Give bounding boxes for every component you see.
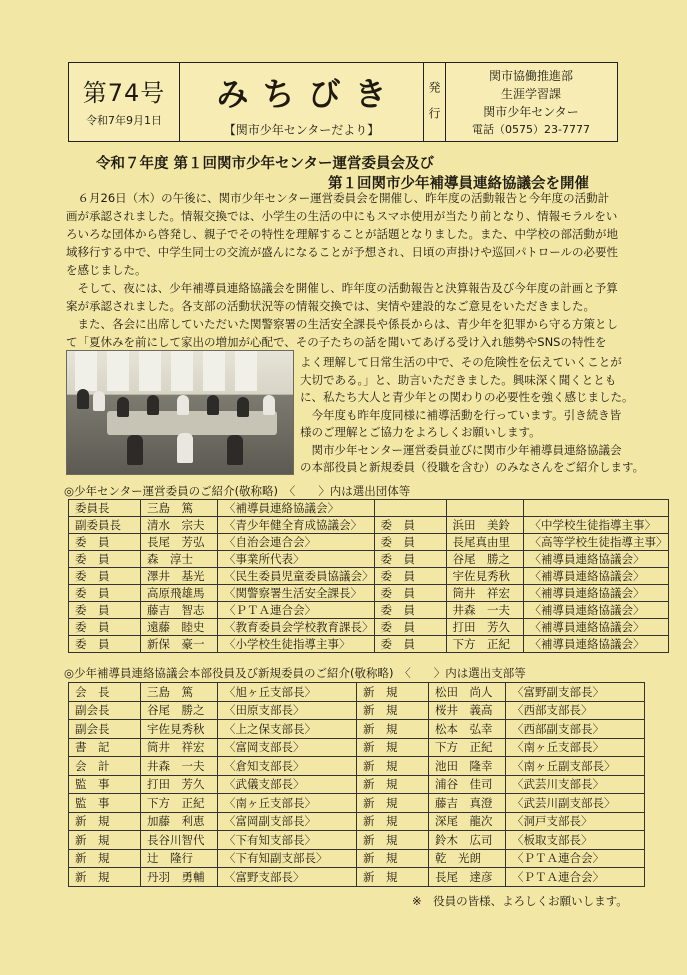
- body-line: 様のご理解とご協力をよろしくお願いします。: [300, 425, 541, 439]
- name-cell: 澤井 基光: [141, 568, 218, 585]
- role-cell: 委 員: [374, 602, 446, 619]
- org-cell: 〈上之保支部長〉: [218, 720, 357, 739]
- org-cell: 〈教育委員会学校教育課長〉: [218, 619, 375, 636]
- org-cell: 〈青少年健全育成協議会〉: [218, 517, 375, 534]
- org-cell: 〈補導員連絡協議会〉: [523, 636, 668, 653]
- role-cell: 委 員: [374, 619, 446, 636]
- role-cell: 新 規: [69, 812, 141, 831]
- name-cell: 筒井 祥宏: [141, 738, 218, 757]
- name-cell: 清水 宗夫: [141, 517, 218, 534]
- org-cell: 〈富岡副支部長〉: [218, 812, 357, 831]
- org-cell: 〈高等学校生徒指導主事〉: [523, 534, 668, 551]
- role-cell: 副委員長: [69, 517, 141, 534]
- headline-line-2: 第１回関市少年補導員連絡協議会を開催: [328, 176, 589, 192]
- hodoin-table: [68, 682, 645, 887]
- name-cell: 井森 一夫: [141, 757, 218, 776]
- role-cell: 新 規: [69, 868, 141, 887]
- role-cell: 書 記: [69, 738, 141, 757]
- name-cell: 松本 弘幸: [429, 720, 506, 739]
- org-cell: 〈下有知支部長〉: [218, 831, 357, 850]
- body-line: 今年度も昨年度同様に補導活動を行っています。引き続き皆: [300, 407, 622, 422]
- org-cell: 〈ＰＴＡ連合会〉: [506, 868, 645, 887]
- role-cell: 監 事: [69, 794, 141, 813]
- org-cell: 〈小学校生徒指導主事〉: [218, 636, 375, 653]
- table-row: [69, 757, 645, 776]
- role-cell: 副会長: [69, 701, 141, 720]
- role-cell: 新 規: [357, 738, 429, 757]
- org-cell: 〈自治会連合会〉: [218, 534, 375, 551]
- name-cell: 藤吉 真澄: [429, 794, 506, 813]
- org-cell: 〈中学校生徒指導主事〉: [523, 517, 668, 534]
- name-cell: 井森 一夫: [446, 602, 523, 619]
- name-cell: 下方 正紀: [429, 738, 506, 757]
- publisher-line: 関市協働推進部: [488, 69, 573, 83]
- name-cell: 浦谷 佳司: [429, 775, 506, 794]
- role-cell: 監 事: [69, 775, 141, 794]
- title-box: [180, 63, 424, 141]
- org-cell: 〈関警察署生活安全課長〉: [218, 585, 375, 602]
- headline-line-1: 令和７年度 第１回関市少年センター運営委員会及び: [96, 156, 434, 172]
- role-cell: 委 員: [69, 602, 141, 619]
- body-line: また、各会に出席していただいた関警察署の生活安全課長や係長からは、青少年を犯罪から守る方策とし: [66, 317, 618, 331]
- org-cell: 〈事業所代表〉: [218, 551, 375, 568]
- name-cell: 深尾 龍次: [429, 812, 506, 831]
- org-cell: 〈富野支部長〉: [218, 868, 357, 887]
- role-cell: 委 員: [69, 534, 141, 551]
- role-cell: 委 員: [69, 568, 141, 585]
- table-row: [69, 500, 669, 517]
- role-cell: 新 規: [69, 849, 141, 868]
- publisher-info: [447, 67, 615, 139]
- name-cell: 長尾真由里: [446, 534, 523, 551]
- role-cell: 新 規: [357, 720, 429, 739]
- body-line: そして、夜には、少年補導員連絡協議会を開催し、昨年度の活動報告と決算報告及び今年度の計画と予算: [66, 281, 618, 295]
- role-cell: 委員長: [69, 500, 141, 517]
- body-line: 域移行する中で、中学生同士の交流が盛んになることが予想され、日頃の声掛けや巡回パトロールの必要性: [66, 245, 618, 259]
- name-cell: 打田 芳久: [446, 619, 523, 636]
- name-cell: 長谷川智代: [141, 831, 218, 850]
- table-row: [69, 701, 645, 720]
- table-row: [69, 738, 645, 757]
- org-cell: 〈補導員連絡協議会〉: [523, 585, 668, 602]
- body-line: よく理解して日常生活の中で、その危険性を伝えていくことが: [300, 355, 622, 369]
- hodoin-heading: ◎少年補導員連絡協議会本部役員及び新規委員のご紹介(敬称略) 〈 〉内は選出支部等: [64, 666, 526, 680]
- role-cell: 新 規: [357, 849, 429, 868]
- table-row: [69, 683, 645, 702]
- org-cell: 〈西部支部長〉: [506, 701, 645, 720]
- role-cell: 委 員: [374, 534, 446, 551]
- role-cell: 委 員: [69, 551, 141, 568]
- table-row: [69, 831, 645, 850]
- table-row: [69, 720, 645, 739]
- meeting-photo: [66, 350, 294, 475]
- issue-date: 令和7年9月1日: [86, 114, 162, 127]
- table-row: [69, 602, 669, 619]
- body-line: 画が承認されました。情報交換では、小学生の生活の中にもスマホ使用が当たり前となり、情報モラルをい: [66, 209, 618, 223]
- role-cell: 新 規: [357, 683, 429, 702]
- body-line: て「夏休みを前にして家出の増加が心配で、その子たちの話を聞いてあげる受け入れ態勢やSNSの特性を: [66, 335, 607, 349]
- name-cell: 長尾 芳弘: [141, 534, 218, 551]
- body-line: の本部役員と新規委員（役職を含む）のみなさんをご紹介します。: [300, 460, 645, 474]
- name-cell: [446, 500, 523, 517]
- table-row: [69, 868, 645, 887]
- org-cell: 〈南ヶ丘副支部長〉: [506, 757, 645, 776]
- org-cell: 〈補導員連絡協議会〉: [523, 551, 668, 568]
- table-row: [69, 636, 669, 653]
- org-cell: 〈倉知支部長〉: [218, 757, 357, 776]
- org-cell: 〈民生委員児童委員協議会〉: [218, 568, 375, 585]
- body-line: 案が承認されました。各支部の活動状況等の情報交換では、実情や建設的なご意見をいただきました。: [66, 299, 595, 313]
- name-cell: 浜田 美鈴: [446, 517, 523, 534]
- org-cell: 〈補導員連絡協議会〉: [523, 619, 668, 636]
- name-cell: 谷尾 勝之: [141, 701, 218, 720]
- org-cell: 〈下有知副支部長〉: [218, 849, 357, 868]
- table-row: [69, 568, 669, 585]
- role-cell: 副会長: [69, 720, 141, 739]
- name-cell: 筒井 祥宏: [446, 585, 523, 602]
- org-cell: 〈補導員連絡協議会〉: [218, 500, 375, 517]
- org-cell: 〈南ヶ丘支部長〉: [506, 738, 645, 757]
- body-line: ６月26日（木）の午後に、関市少年センター運営委員会を開催し、昨年度の活動報告と今年度の活動計: [66, 191, 610, 205]
- publisher-line: 生涯学習課: [500, 87, 561, 101]
- org-cell: 〈旭ヶ丘支部長〉: [218, 683, 357, 702]
- name-cell: 下方 正紀: [446, 636, 523, 653]
- newsletter-title: みちびき: [216, 75, 401, 113]
- table-row: [69, 619, 669, 636]
- org-cell: 〈板取支部長〉: [506, 831, 645, 850]
- body-line: 関市少年センター運営委員並びに関市少年補導員連絡協議会: [300, 442, 622, 457]
- name-cell: 宇佐見秀秋: [141, 720, 218, 739]
- table-row: [69, 794, 645, 813]
- role-cell: 会 長: [69, 683, 141, 702]
- role-cell: 新 規: [357, 812, 429, 831]
- name-cell: 長尾 達彦: [429, 868, 506, 887]
- table-row: [69, 534, 669, 551]
- issue-number: 第74号: [82, 79, 166, 107]
- role-cell: 委 員: [374, 517, 446, 534]
- table-row: [69, 812, 645, 831]
- org-cell: 〈ＰＴＡ連合会〉: [506, 849, 645, 868]
- role-cell: 新 規: [357, 868, 429, 887]
- name-cell: 乾 光朗: [429, 849, 506, 868]
- role-cell: 委 員: [374, 568, 446, 585]
- name-cell: 三島 篤: [141, 683, 218, 702]
- org-cell: 〈武芸川支部長〉: [506, 775, 645, 794]
- role-cell: 委 員: [69, 585, 141, 602]
- newsletter-subtitle: 【関市少年センターだより】: [223, 123, 380, 137]
- org-cell: 〈田原支部長〉: [218, 701, 357, 720]
- name-cell: 鈴木 広司: [429, 831, 506, 850]
- committee-table: [68, 499, 669, 653]
- org-cell: 〈富野副支部長〉: [506, 683, 645, 702]
- name-cell: 新保 豪一: [141, 636, 218, 653]
- publisher-line: 関市少年センター: [483, 105, 579, 119]
- body-line: に、私たち大人と青少年との関わりの必要性を強く感じました。: [300, 390, 634, 404]
- role-cell: 新 規: [357, 794, 429, 813]
- name-cell: 高原飛雄馬: [141, 585, 218, 602]
- table-row: [69, 775, 645, 794]
- table-row: [69, 585, 669, 602]
- org-cell: 〈西部副支部長〉: [506, 720, 645, 739]
- role-cell: 新 規: [357, 775, 429, 794]
- org-cell: 〈補導員連絡協議会〉: [523, 602, 668, 619]
- role-cell: 委 員: [374, 636, 446, 653]
- name-cell: 谷尾 勝之: [446, 551, 523, 568]
- name-cell: 打田 芳久: [141, 775, 218, 794]
- org-cell: 〈南ヶ丘支部長〉: [218, 794, 357, 813]
- role-cell: 新 規: [357, 757, 429, 776]
- org-cell: 〈補導員連絡協議会〉: [523, 568, 668, 585]
- name-cell: 三島 篤: [141, 500, 218, 517]
- role-cell: 委 員: [69, 619, 141, 636]
- role-cell: 委 員: [374, 551, 446, 568]
- org-cell: [523, 500, 668, 517]
- role-cell: 会 計: [69, 757, 141, 776]
- table-row: [69, 849, 645, 868]
- masthead: [68, 62, 618, 142]
- name-cell: 加藤 利恵: [141, 812, 218, 831]
- role-cell: 委 員: [69, 636, 141, 653]
- publisher-label: 発行: [424, 63, 446, 141]
- table-row: [69, 551, 669, 568]
- name-cell: 松田 尚人: [429, 683, 506, 702]
- role-cell: [374, 500, 446, 517]
- issue-box: [69, 63, 180, 141]
- org-cell: 〈富岡支部長〉: [218, 738, 357, 757]
- table-row: [69, 517, 669, 534]
- role-cell: 新 規: [357, 831, 429, 850]
- name-cell: 宇佐見秀秋: [446, 568, 523, 585]
- name-cell: 辻 隆行: [141, 849, 218, 868]
- org-cell: 〈武儀支部長〉: [218, 775, 357, 794]
- name-cell: 藤吉 智志: [141, 602, 218, 619]
- closing-note: ※ 役員の皆様、よろしくお願いします。: [412, 894, 628, 908]
- committee-heading: ◎少年センター運営委員のご紹介(敬称略) 〈 〉内は選出団体等: [64, 484, 411, 498]
- name-cell: 丹羽 勇輔: [141, 868, 218, 887]
- role-cell: 新 規: [357, 701, 429, 720]
- body-line: 大切である。」と、助言いただきました。興味深く聞くととも: [300, 372, 617, 387]
- org-cell: 〈ＰＴＡ連合会〉: [218, 602, 375, 619]
- org-cell: 〈洞戸支部長〉: [506, 812, 645, 831]
- name-cell: 森 淳士: [141, 551, 218, 568]
- publisher-phone: 電話（0575）23-7777: [472, 123, 590, 136]
- name-cell: 桜井 義高: [429, 701, 506, 720]
- name-cell: 遠藤 睦史: [141, 619, 218, 636]
- body-line: を感じました。: [66, 263, 147, 277]
- role-cell: 新 規: [69, 831, 141, 850]
- org-cell: 〈武芸川副支部長〉: [506, 794, 645, 813]
- name-cell: 下方 正紀: [141, 794, 218, 813]
- body-line: ろいろな団体から啓発し、親子でその特性を理解することが話題となりました。また、中学校の部活動が地: [66, 227, 618, 241]
- name-cell: 池田 隆幸: [429, 757, 506, 776]
- role-cell: 委 員: [374, 585, 446, 602]
